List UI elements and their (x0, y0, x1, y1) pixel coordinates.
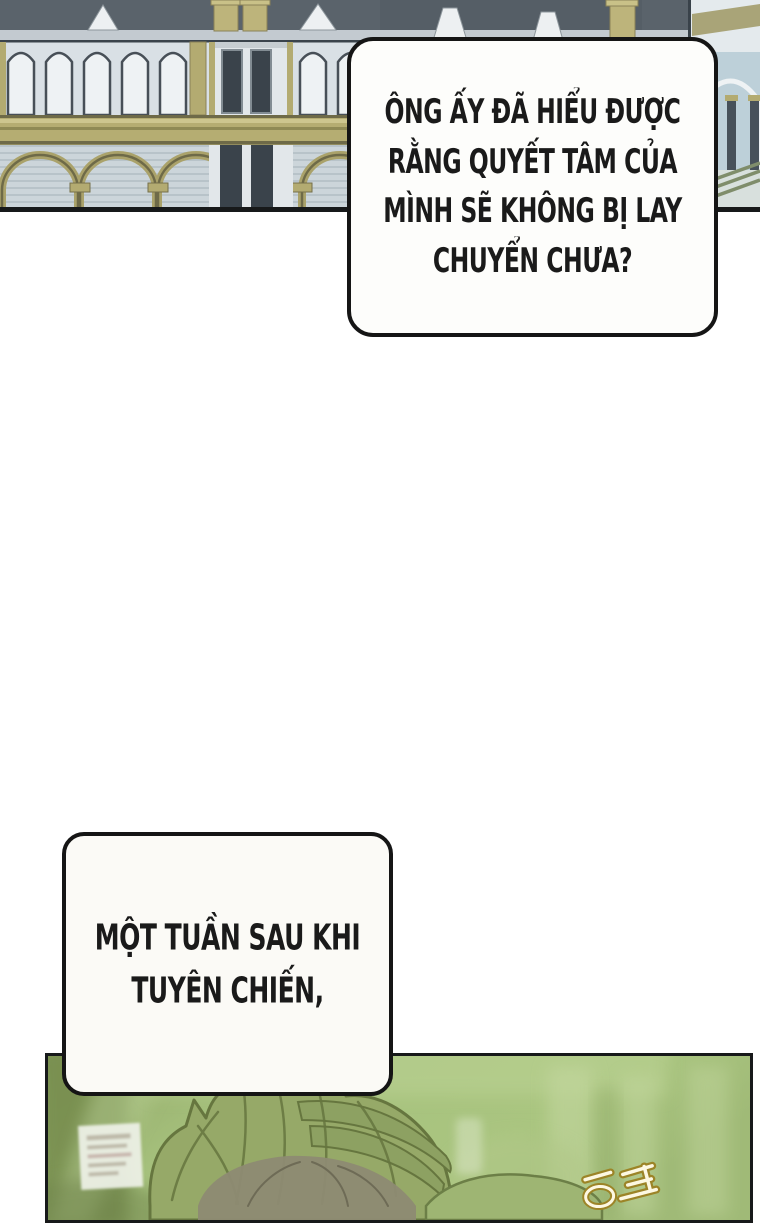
bubble-line: CHUYỂN CHƯA? (432, 240, 633, 281)
bubble-line: ÔNG ẤY ĐÃ HIỂU ĐƯỢC (384, 91, 681, 132)
speech-bubble-declaration (347, 37, 718, 337)
bubble-line: RẰNG QUYẾT TÂM CỦA (387, 141, 678, 182)
wall-notice-paper (78, 1123, 143, 1190)
bubble-line: MÌNH SẼ KHÔNG BỊ LAY (383, 190, 682, 231)
bubble-line: MỘT TUẦN SAU KHI (94, 916, 361, 959)
bubble-line: TUYÊN CHIẾN, (131, 969, 324, 1012)
caption-bubble-timeskip (62, 832, 393, 1096)
